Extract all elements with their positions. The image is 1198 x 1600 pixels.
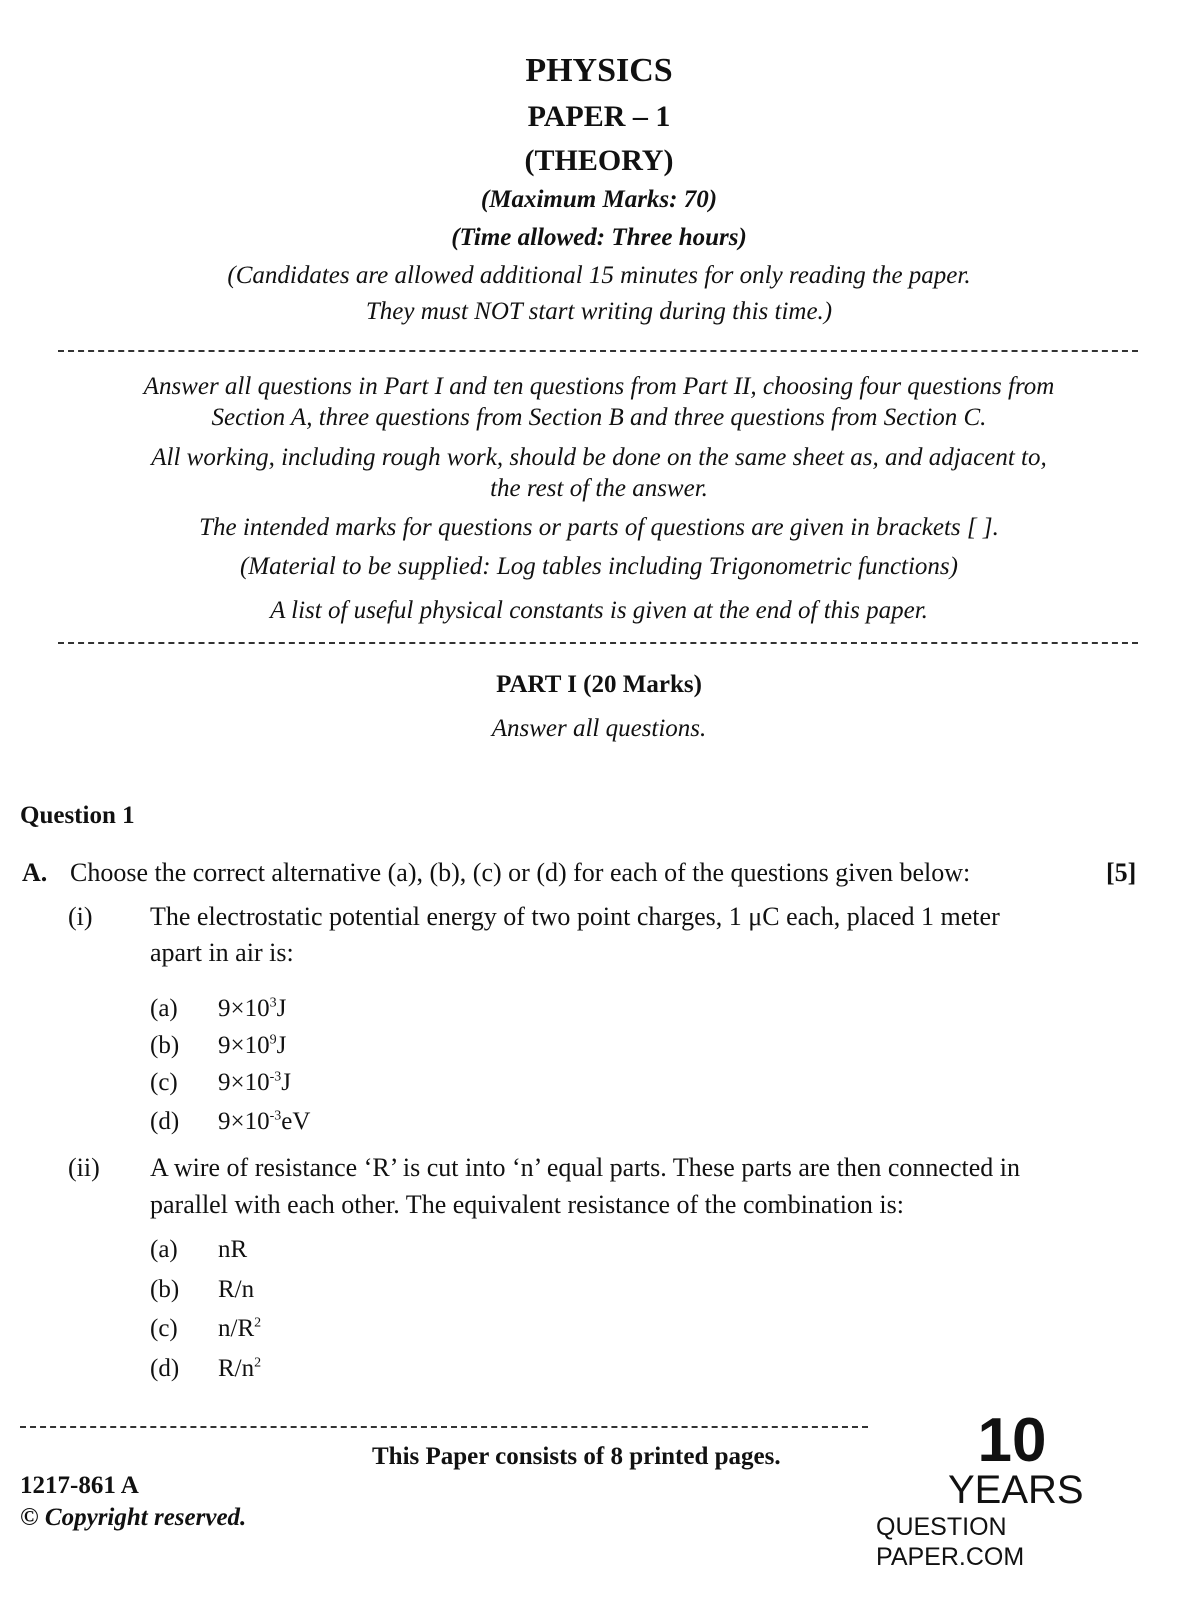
question-heading: Question 1 — [20, 802, 135, 829]
option-value: $n/R^2$ — [218, 1315, 262, 1342]
section-letter: A. — [22, 858, 48, 887]
instruction-line-5: The intended marks for questions or parts of questions are given in brackets [ ]. — [199, 514, 999, 541]
divider-footer — [20, 1426, 868, 1428]
option-label: (c) — [150, 1069, 178, 1096]
subquestion-i-line-1: The electrostatic potential energy of two point charges, 1 μC each, placed 1 meter — [150, 902, 1000, 931]
paper-code: 1217-861 A — [20, 1472, 139, 1499]
time-allowed: (Time allowed: Three hours) — [451, 224, 747, 251]
option-value: $9\times 10^{-3}J$ — [218, 1069, 292, 1096]
option-label: (b) — [150, 1276, 180, 1303]
option-label: (b) — [150, 1032, 180, 1059]
subquestion-number-ii: (ii) — [68, 1153, 100, 1182]
pages-note: This Paper consists of 8 printed pages. — [372, 1443, 781, 1470]
option-label: (c) — [150, 1315, 178, 1342]
subquestion-ii-line-2: parallel with each other. The equivalent resistance of the combination is: — [150, 1190, 904, 1219]
instruction-line-6: (Material to be supplied: Log tables including Trigonometric functions) — [239, 553, 958, 580]
option-value: nR — [218, 1236, 248, 1263]
paper-type: (THEORY) — [524, 144, 674, 177]
option-label: (a) — [150, 1236, 178, 1263]
part1-title: PART I (20 Marks) — [496, 671, 702, 698]
subquestion-ii-line-1: A wire of resistance ‘R’ is cut into ‘n’ equal parts. These parts are then connected in — [150, 1153, 1020, 1182]
option-value: R/n — [218, 1276, 255, 1303]
instruction-line-4: the rest of the answer. — [490, 475, 708, 502]
max-marks: (Maximum Marks: 70) — [480, 186, 718, 213]
reading-note-2: They must NOT start writing during this time.) — [365, 298, 833, 325]
paper-number: PAPER – 1 — [527, 100, 671, 133]
option-value: $R/n^2$ — [218, 1355, 262, 1382]
subquestion-number-i: (i) — [68, 902, 93, 931]
option-label: (a) — [150, 995, 178, 1022]
option-value: $9\times 10^{-3}eV$ — [218, 1108, 311, 1135]
divider-middle — [58, 642, 1138, 644]
instruction-line-2: Section A, three questions from Section B and three questions from Section C. — [211, 404, 987, 431]
watermark-site: QUESTION PAPER.COM — [876, 1513, 1025, 1571]
subject-title: PHYSICS — [525, 52, 673, 89]
option-value: $9\times 10^3J$ — [218, 995, 287, 1022]
watermark-word: YEARS — [948, 1468, 1084, 1512]
instruction-line-1: Answer all questions in Part I and ten questions from Part II, choosing four questions from — [143, 373, 1055, 400]
option-label: (d) — [150, 1108, 180, 1135]
instruction-line-7: A list of useful physical constants is given at the end of this paper. — [270, 597, 928, 624]
option-label: (d) — [150, 1355, 180, 1382]
subquestion-i-line-2: apart in air is: — [150, 938, 294, 967]
watermark-number: 10 — [977, 1406, 1047, 1475]
section-instruction: Choose the correct alternative (a), (b), (c) or (d) for each of the questions given below: — [70, 858, 971, 887]
instruction-line-3: All working, including rough work, should be done on the same sheet as, and adjacent to, — [151, 444, 1047, 471]
reading-note-1: (Candidates are allowed additional 15 minutes for only reading the paper. — [227, 262, 971, 289]
section-marks: [5] — [1106, 858, 1137, 887]
copyright: © Copyright reserved. — [20, 1504, 247, 1531]
divider-top — [58, 350, 1138, 352]
option-value: $9\times 10^9J$ — [218, 1032, 287, 1059]
part1-subtitle: Answer all questions. — [491, 715, 707, 742]
